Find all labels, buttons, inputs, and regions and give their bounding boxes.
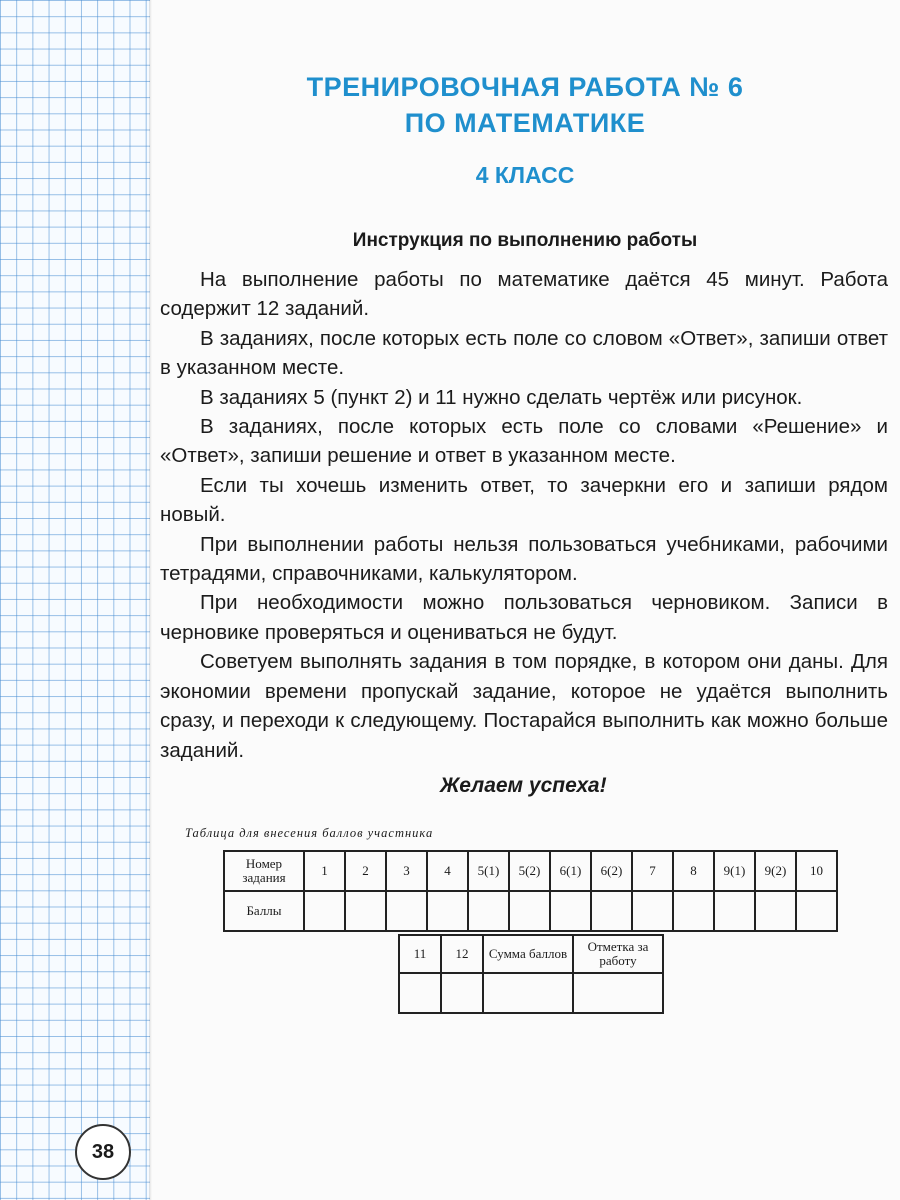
instructions-heading: Инструкция по выполнению работы [352,230,698,251]
sum-header: Сумма баллов [483,935,573,973]
instruction-paragraph: При необходимости можно пользоваться черновиком. Записи в черновике проверяться и оцениваться не будут. [160,591,888,644]
instructions-body [160,265,888,765]
page-number-badge: 38 [75,1124,131,1180]
task-number-cell: 2 [345,851,386,891]
task-number-cell: 7 [632,851,673,891]
score-cell [386,891,427,931]
task-number-row [224,851,837,891]
instruction-paragraph: В заданиях 5 (пункт 2) и 11 нужно сделать чертёж или рисунок. [200,385,803,409]
task-number-cell: 6(2) [591,851,632,891]
margin-shadow [149,0,152,1200]
task-number-cell: 3 [386,851,427,891]
instruction-paragraph: В заданиях, после которых есть поле со словами «Решение» и «Ответ», запиши решение и ответ в указанном месте. [160,415,888,468]
summary-header-row [399,935,663,973]
score-cell [509,891,550,931]
grade-label: 4 КЛАСС [475,162,575,188]
score-cell [714,891,755,931]
score-cell [796,891,837,931]
score-cell [345,891,386,931]
score-cell [441,973,483,1013]
task-number-cell: 5(2) [509,851,550,891]
mark-header: Отметка за работу [573,935,663,973]
score-table-summary [398,934,664,1014]
score-cell [632,891,673,931]
task-number-cell: 4 [427,851,468,891]
score-cell [755,891,796,931]
task-number-cell: 8 [673,851,714,891]
mark-cell [573,973,663,1013]
score-cell [399,973,441,1013]
instruction-paragraph: Советуем выполнять задания в том порядке, в котором они даны. Для экономии времени пропускай задание, которое не удаётся выполнить сразу, и переходи к следующему. Постарайся выполнить как можно больше заданий. [160,650,888,762]
task-number-cell: 12 [441,935,483,973]
score-cell [427,891,468,931]
grid-paper-margin [0,0,150,1200]
score-cell [591,891,632,931]
task-number-cell: 5(1) [468,851,509,891]
task-number-cell: 9(2) [755,851,796,891]
good-luck-wish: Желаем успеха! [440,774,607,797]
page-title-line2: ПО МАТЕМАТИКЕ [404,108,646,138]
score-cell [304,891,345,931]
task-number-cell: 11 [399,935,441,973]
score-cell [468,891,509,931]
score-row-header: Баллы [224,891,304,931]
task-number-cell: 9(1) [714,851,755,891]
score-table-main [223,850,838,932]
instruction-paragraph: В заданиях, после которых есть поле со словом «Ответ», запиши ответ в указанном месте. [160,326,888,380]
instruction-paragraph: На выполнение работы по математике даётся 45 минут. Работа содержит 12 заданий. [160,268,888,321]
task-number-cell: 1 [304,851,345,891]
task-number-cell: 6(1) [550,851,591,891]
instruction-paragraph: При выполнении работы нельзя пользоваться учебниками, рабочими тетрадями, справочниками, калькулятором. [160,532,888,586]
summary-score-row [399,973,663,1013]
score-cell [673,891,714,931]
score-row [224,891,837,931]
sum-cell [483,973,573,1013]
score-table-caption: Таблица для внесения баллов участника [185,826,434,840]
score-cell [550,891,591,931]
task-number-header: Номер задания [224,851,304,891]
task-number-cell: 10 [796,851,837,891]
instruction-paragraph: Если ты хочешь изменить ответ, то зачеркни его и запиши рядом новый. [160,473,888,527]
page-title-line1: ТРЕНИРОВОЧНАЯ РАБОТА № 6 [306,72,744,102]
